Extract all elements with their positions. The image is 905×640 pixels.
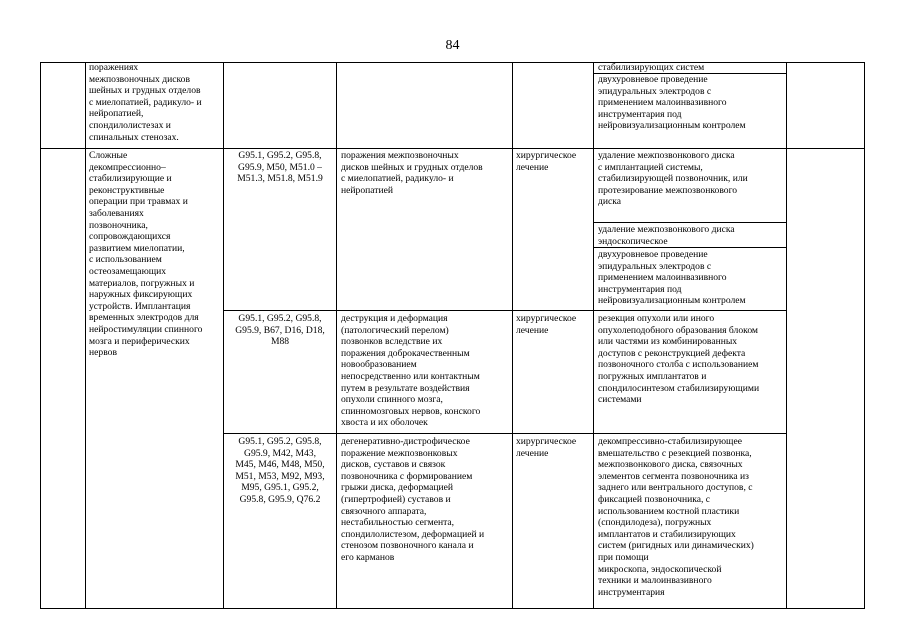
column-divider	[85, 62, 86, 609]
row-divider	[223, 433, 787, 434]
method-cell: удаление межпозвонкового диска с имплантацией системы, стабилизирующей позвоночник, или протезирование межпозвонкового диска	[598, 150, 748, 208]
column-divider	[336, 62, 337, 609]
table-border-left	[40, 62, 41, 609]
patient-model-cell: поражения межпозвоночных дисков шейных и грудных отделов с миелопатией, радикуло- и нейропатией	[341, 150, 483, 196]
row-divider	[593, 222, 787, 223]
treatment-type-cell: хирургическое лечение	[516, 313, 577, 336]
table-border-right	[864, 62, 865, 609]
treatment-type-cell: хирургическое лечение	[516, 436, 577, 459]
procedure-group-text: Сложные декомпрессионно– стабилизирующие и реконструктивные операции при травмах и заболеваниях позвоночника, сопровождающихся развитием миелопатии, с использованием остеозамещающих материалов, погружных и наружных фиксирующих устройств. Имплантация временных электродов для нейростимуляции спинного мозга и периферических нервов	[89, 150, 203, 359]
method-cell: двухуровневое проведение эпидуральных электродов с применением малоинвазивного инструментария под нейровизуализационным контролем	[598, 74, 746, 132]
method-cell: удаление межпозвонкового диска эндоскопическое	[598, 224, 735, 247]
row-divider	[223, 310, 787, 311]
table-border-bottom	[40, 608, 865, 609]
column-divider	[786, 62, 787, 609]
method-cell: резекция опухоли или иного опухолеподобного образования блоком или частями из комбинированных доступов с реконструкцией дефекта позвоночного столба с использованием погружных имплантатов и спондилосинтезом стабилизирующими системами	[598, 313, 760, 406]
patient-model-cell: дегенеративно-дистрофическое поражение межпозвонковых дисков, суставов и связок позвоночника с формированием грыжи диска, деформацией (гипертрофией) суставов и связочного аппарата, нестабильностью сегмента, спондилолистезом, деформацией и стенозом позвоночного канала и его карманов	[341, 436, 485, 563]
condition-group-text: поражениях межпозвоночных дисков шейных и грудных отделов с миелопатией, радикуло- и нейропатией, спондилолистезах и спинальных стенозах.	[89, 62, 202, 143]
patient-model-cell: деструкция и деформация (патологический перелом) позвонков вследствие их поражения доброкачественным новообразованием непосредственно или контактным путем в результате воздействия опухоли спинного мозга, спинномозговых нервов, конского хвоста и их оболочек	[341, 313, 481, 429]
page-number: 84	[445, 38, 460, 53]
method-cell: стабилизирующих систем	[598, 62, 705, 73]
treatment-type-cell: хирургическое лечение	[516, 150, 577, 173]
icd-codes-cell: G95.1, G95.2, G95.8, G95.9, M42, M43, M45, M46, M48, M50, M51, M53, M92, M93, M95, G95.1, G95.2, G95.8, G95.9, Q76.2	[235, 436, 325, 505]
icd-codes-cell: G95.1, G95.2, G95.8, G95.9, M50, M51.0 – M51.3, M51.8, M51.9	[237, 150, 323, 185]
column-divider	[512, 62, 513, 609]
method-cell: двухуровневое проведение эпидуральных электродов с применением малоинвазивного инструментария под нейровизуализационным контролем	[598, 249, 746, 307]
method-cell: декомпрессивно-стабилизирующее вмешательство с резекцией позвонка, межпозвонкового диска, связочных элементов сегмента позвоночника из заднего или вентрального доступов, с фиксацией позвоночника, с использованием костной пластики (спондилодеза), погружных имплантатов и стабилизирующих систем (ригидных или динамических) при помощи микроскопа, эндоскопической техники и малоинвазивного инструментария	[598, 436, 754, 598]
row-divider	[40, 148, 865, 149]
column-divider	[593, 62, 594, 609]
row-divider	[593, 247, 787, 248]
icd-codes-cell: G95.1, G95.2, G95.8, G95.9, B67, D16, D18, M88	[235, 313, 325, 348]
